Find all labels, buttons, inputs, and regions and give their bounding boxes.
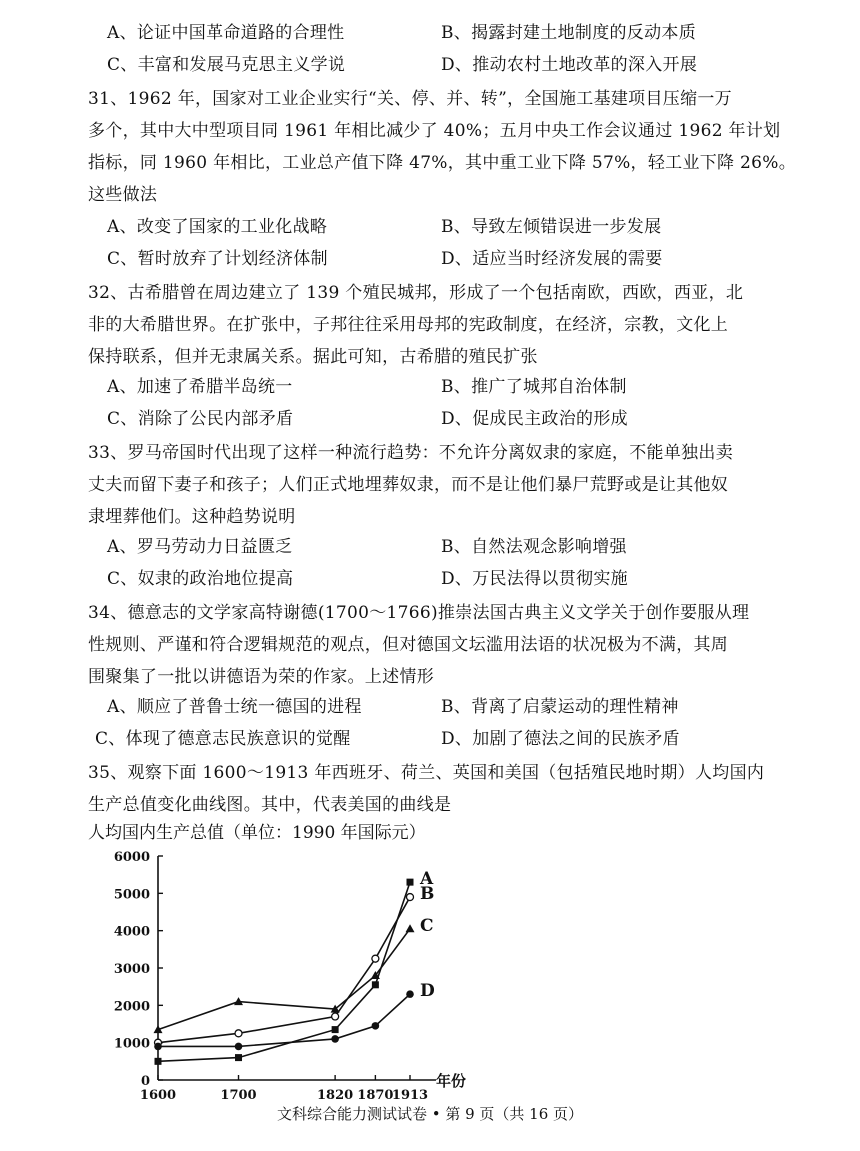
series-B-point-4 [407,894,414,901]
x-tick-label-2: 1820 [317,1088,354,1100]
x-tick-label-4: 1913 [391,1088,429,1100]
q32-stem-line-2: 非的大希腊世界。在扩张中，子邦往往采用母邦的宪政制度，在经济，宗教，文化上 [88,315,729,335]
q30-option-d[interactable]: D、推动农村土地改革的深入开展 [441,55,698,75]
series-D-point-0 [154,1043,162,1051]
q35-stem-line-1: 35、观察下面 1600～1913 年西班牙、荷兰、英国和美国（包括殖民地时期）人均国内 [88,763,765,783]
q32-option-a[interactable]: A、加速了希腊半岛统一 [107,377,293,397]
q33-stem-line-2: 丈夫而留下妻子和孩子；人们正式地埋葬奴隶，而不是让他们暴尸荒野或是让其他奴 [88,475,729,495]
gdp-per-capita-chart [110,846,490,1100]
x-tick-label-0: 1600 [139,1088,177,1100]
chart-title: 人均国内生产总值（单位：1990 年国际元） [88,823,426,843]
q33-option-b[interactable]: B、自然法观念影响增强 [441,537,627,557]
series-A-point-0 [155,1058,162,1065]
q31-stem-line-3: 指标，同 1960 年相比，工业总产值下降 47%，其中重工业下降 57%，轻工业下降 26%。 [88,153,797,173]
q33-stem-line-1: 33、罗马帝国时代出现了这样一种流行趋势：不允许分离奴隶的家庭，不能单独出卖 [88,443,734,463]
q32-option-b[interactable]: B、推广了城邦自治体制 [441,377,627,397]
series-A-point-3 [372,981,379,988]
y-tick-label-5: 5000 [113,887,150,903]
series-line-C [158,929,410,1030]
series-A-point-4 [407,879,414,886]
q34-option-c[interactable]: C、体现了德意志民族意识的觉醒 [95,729,351,749]
series-B-point-1 [235,1030,242,1037]
q30-option-c[interactable]: C、丰富和发展马克思主义学说 [107,55,346,75]
series-D-point-1 [235,1043,243,1051]
q31-option-b[interactable]: B、导致左倾错误进一步发展 [441,217,662,237]
y-tick-label-1: 1000 [113,1036,150,1052]
q35-stem-line-2: 生产总值变化曲线图。其中，代表美国的曲线是 [88,795,452,815]
series-A-point-1 [235,1054,242,1061]
y-tick-label-3: 3000 [113,962,150,977]
q31-option-d[interactable]: D、适应当时经济发展的需要 [441,249,663,269]
q32-option-d[interactable]: D、促成民主政治的形成 [441,409,628,429]
series-A-point-2 [332,1026,339,1033]
q34-option-a[interactable]: A、顺应了普鲁士统一德国的进程 [107,697,362,717]
x-axis-label: 年份 [436,1072,467,1090]
y-tick-label-6: 6000 [113,850,150,865]
series-line-A [158,882,410,1061]
q30-option-b[interactable]: B、揭露封建土地制度的反动本质 [441,23,696,43]
q31-stem-line-1: 31、1962 年，国家对工业企业实行“关、停、并、转”，全国施工基建项目压缩一万 [88,89,732,109]
series-D-point-3 [372,1022,380,1030]
q30-option-a[interactable]: A、论证中国革命道路的合理性 [107,23,345,43]
page-footer: 文科综合能力测试试卷 • 第 9 页（共 16 页） [276,1105,584,1123]
q32-stem-line-3: 保持联系，但并无隶属关系。据此可知，古希腊的殖民扩张 [88,347,538,367]
q32-stem-line-1: 32、古希腊曾在周边建立了 139 个殖民城邦，形成了一个包括南欧，西欧，西亚，北 [88,283,744,303]
series-C-point-4 [406,924,415,932]
y-tick-label-2: 2000 [113,999,150,1015]
series-label-D: D [420,981,435,1002]
q33-option-a[interactable]: A、罗马劳动力日益匮乏 [107,537,293,557]
series-B-point-2 [332,1013,339,1020]
q34-stem-line-2: 性规则、严谨和符合逻辑规范的观点，但对德国文坛滥用法语的状况极为不满，其周 [88,635,729,655]
q31-stem-line-4: 这些做法 [88,185,158,205]
q33-option-c[interactable]: C、奴隶的政治地位提高 [107,569,294,589]
q31-stem-line-2: 多个，其中大中型项目同 1961 年相比减少了 40%；五月中央工作会议通过 1962 年计划 [88,121,781,141]
q31-option-a[interactable]: A、改变了国家的工业化战略 [107,217,328,237]
series-D-point-4 [406,990,414,998]
q34-stem-line-3: 围聚集了一批以讲德语为荣的作家。上述情形 [88,667,434,687]
q34-option-d[interactable]: D、加剧了德法之间的民族矛盾 [441,729,680,749]
series-line-B [158,897,410,1043]
q31-option-c[interactable]: C、暂时放弃了计划经济体制 [107,249,328,269]
series-label-C: C [420,915,434,936]
series-label-B: B [420,884,435,905]
series-D-point-2 [331,1035,339,1043]
q32-option-c[interactable]: C、消除了公民内部矛盾 [107,409,294,429]
q34-option-b[interactable]: B、背离了启蒙运动的理性精神 [441,697,679,717]
x-tick-label-1: 1700 [220,1088,257,1100]
series-B-point-3 [372,955,379,962]
q34-stem-line-1: 34、德意志的文学家高特谢德(1700～1766)推崇法国古典主义文学关于创作要服从理 [88,603,750,623]
y-tick-label-0: 0 [140,1074,150,1089]
x-tick-label-3: 1870 [357,1088,394,1100]
q33-option-d[interactable]: D、万民法得以贯彻实施 [441,569,628,589]
q33-stem-line-3: 隶埋葬他们。这种趋势说明 [88,507,296,527]
series-label-A: A [420,869,434,890]
y-tick-label-4: 4000 [113,924,150,940]
